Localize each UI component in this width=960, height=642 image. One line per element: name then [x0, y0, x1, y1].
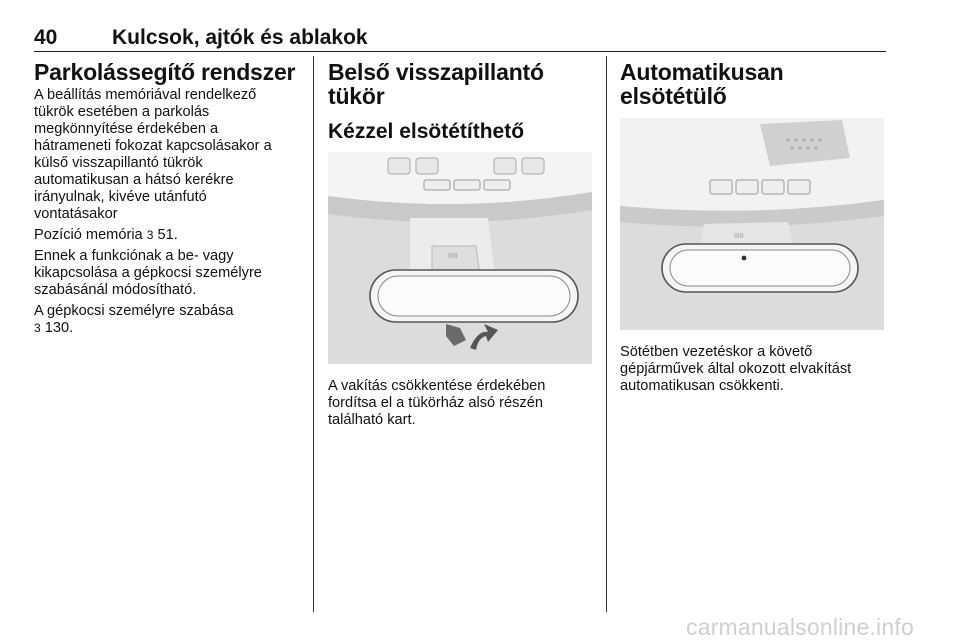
column-divider-2 — [606, 56, 607, 612]
subheading-manual-dimming: Kézzel elsötétíthető — [328, 120, 525, 143]
caption-auto-dimming: Sötétben vezetéskor a követő gépjárművek által okozott elvakítást automatikusan csökkenti. — [620, 344, 852, 394]
caption-manual-dimming: A vakítás csökkentése érdekében fordítsa el a tükörház alsó részén található kart. — [328, 378, 546, 428]
page-reference[interactable]: 130. — [40, 320, 74, 336]
page-header — [34, 26, 886, 52]
section-heading-interior-mirror: Belső visszapillantó tükör — [328, 59, 544, 109]
figure-auto-dimming-mirror — [620, 118, 884, 330]
column-auto-dimming — [620, 60, 886, 399]
cross-reference-arrow-icon: 3 — [34, 321, 41, 335]
page-number: 40 — [34, 26, 58, 49]
manual-mirror-illustration — [328, 152, 592, 364]
chapter-title: Kulcsok, ajtók és ablakok — [112, 26, 368, 49]
cross-reference-arrow-icon: 3 — [146, 228, 154, 242]
svg-text:IIIII: IIIII — [448, 253, 458, 260]
section-heading-auto-dimming: Automatikusan elsötétülő — [620, 59, 784, 109]
figure-manual-dimming-mirror — [328, 152, 592, 364]
column-divider-1 — [313, 56, 314, 612]
auto-mirror-illustration — [620, 118, 884, 330]
watermark: carmanualsonline.info — [686, 614, 914, 640]
column-parking-assist — [34, 60, 302, 341]
paragraph-position-memory: Pozíció memória 3 51. — [34, 227, 178, 243]
header-divider — [34, 51, 886, 52]
paragraph-parking-intro: A beállítás memóriával rendelkező tükrök esetében a parkolás megkönnyítése érdekében a hátrameneti fokozat kapcsolásakor a külső visszapillantó tükrök automatikusan a hátsó kerékre irányulnak, kivéve utánfutó vontatásakor — [34, 87, 272, 222]
paragraph-personalization: A gépkocsi személyre szabása 3 130. — [34, 303, 234, 336]
svg-text:IIIII: IIIII — [734, 233, 744, 240]
column-interior-mirror — [328, 60, 594, 433]
paragraph-toggle-function: Ennek a funkciónak a be- vagy kikapcsolása a gépkocsi személyre szabásánál módosítható. — [34, 248, 262, 298]
section-heading-parking-assist: Parkolássegítő rendszer — [34, 59, 296, 85]
page-reference[interactable]: 51. — [153, 227, 178, 243]
